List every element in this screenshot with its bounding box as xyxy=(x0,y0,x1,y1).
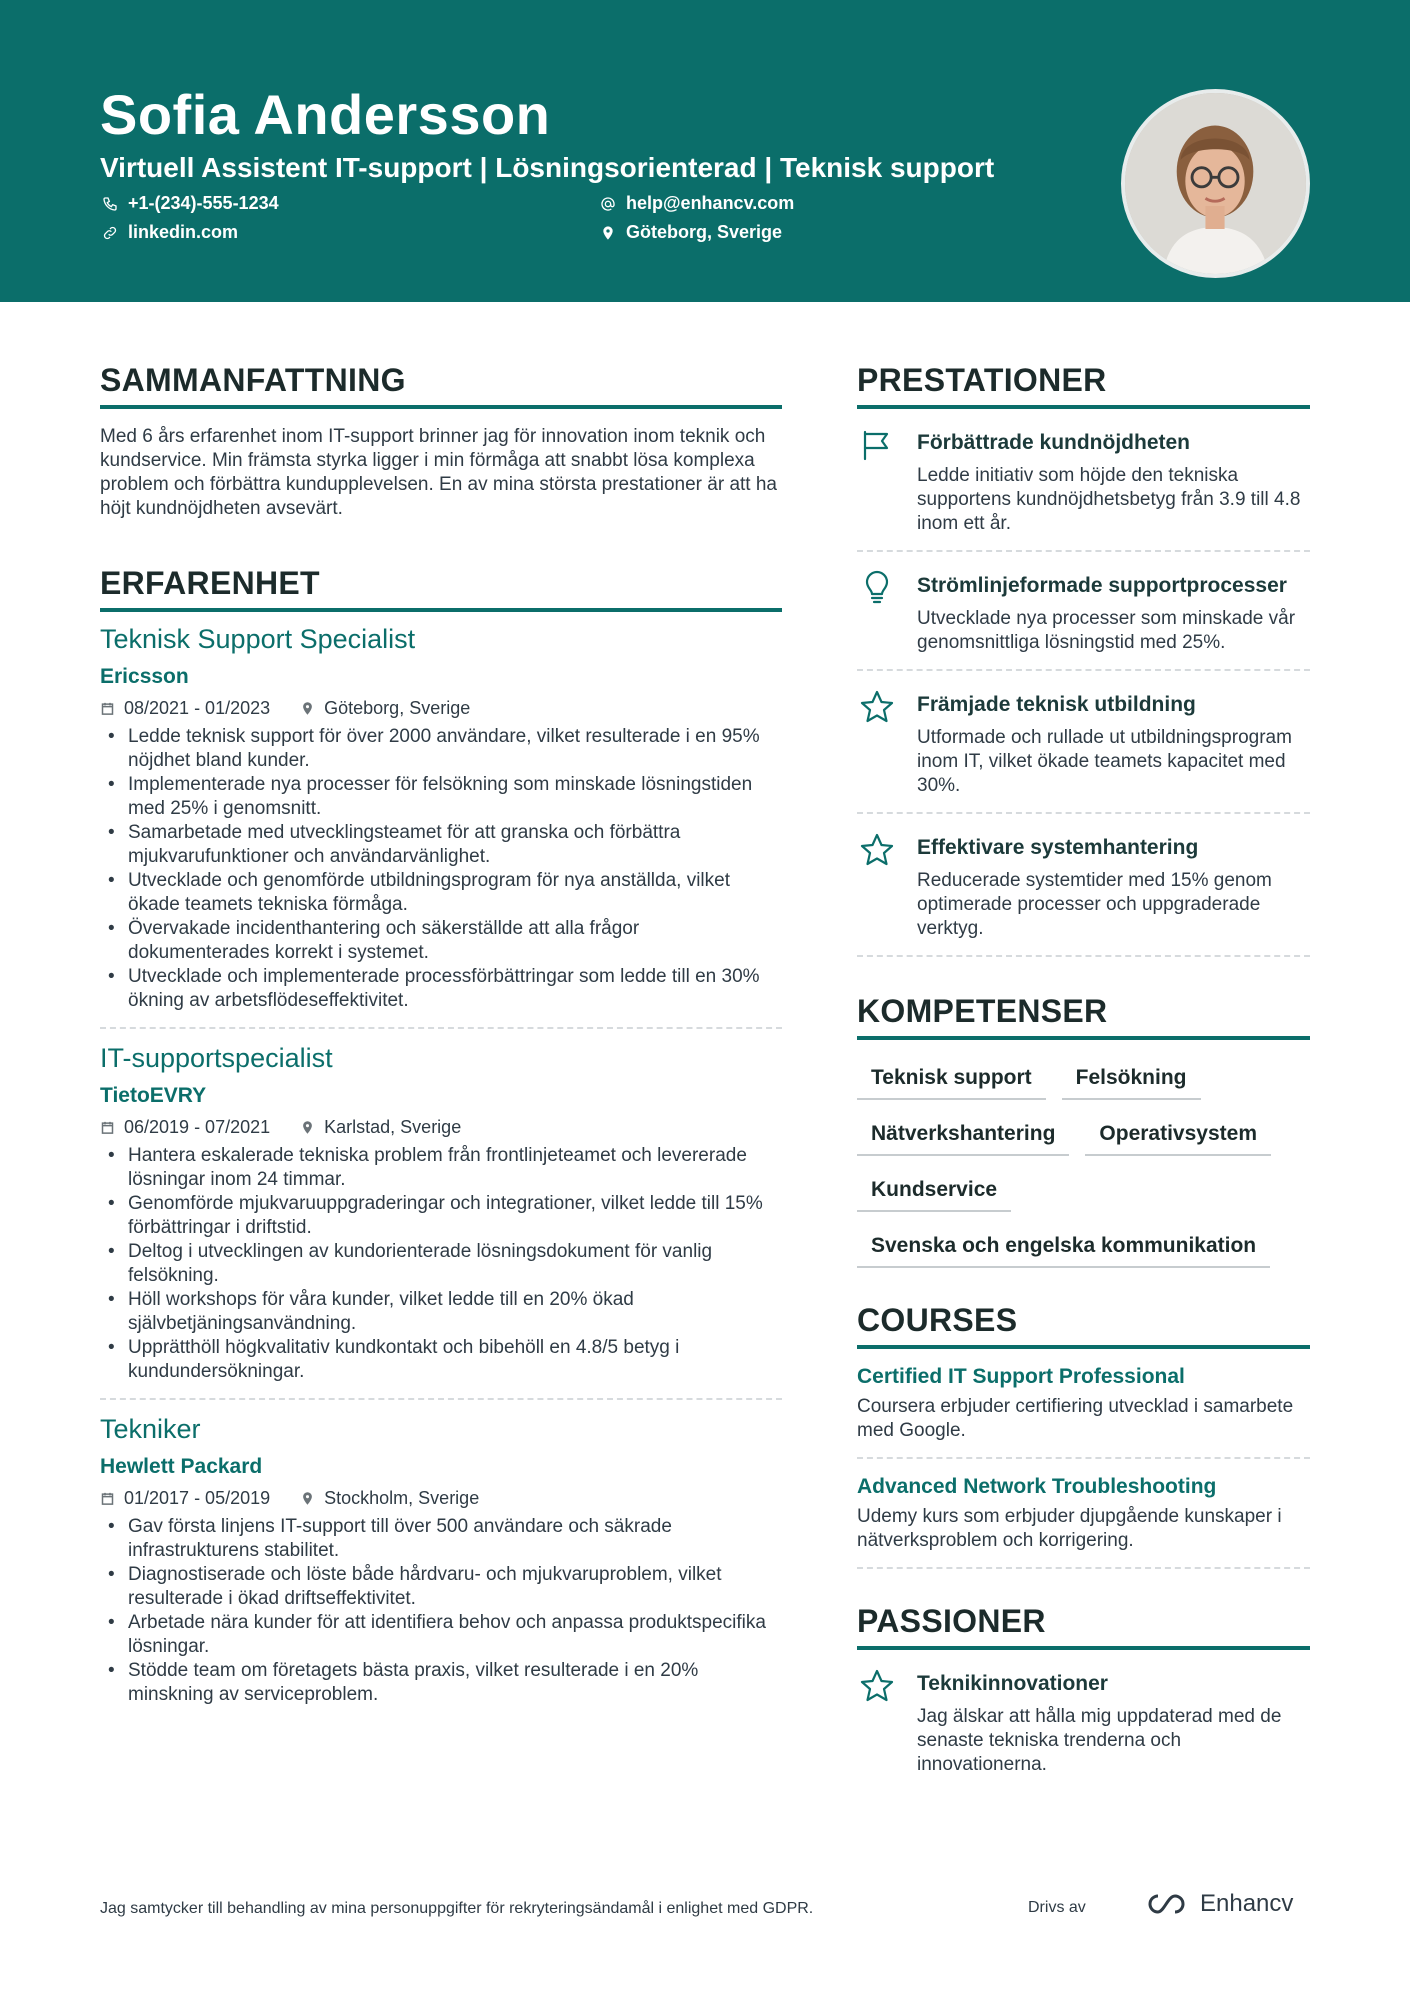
experience-item xyxy=(100,1414,782,1721)
achievement-title: Främjade teknisk utbildning xyxy=(917,693,1196,716)
course-title: Certified IT Support Professional xyxy=(857,1365,1185,1388)
skill-tag: Felsökning xyxy=(1062,1062,1201,1100)
job-bullet: • Gav första linjens IT-support till över 500 användare och säkrade infrastrukturens stabilitet. xyxy=(100,1515,782,1563)
calendar-icon xyxy=(100,1120,115,1135)
job-bullet: • Ledde teknisk support för över 2000 användare, vilket resulterade i en 95% nöjdhet bland kunder. xyxy=(100,725,782,773)
job-bullets xyxy=(100,1515,782,1707)
experience-item xyxy=(100,624,782,1027)
location-pin-icon xyxy=(600,225,616,241)
achievement-title: Strömlinjeformade supportprocesser xyxy=(917,574,1287,597)
skills-heading: KOMPETENSER xyxy=(857,993,1310,1040)
job-location: Göteborg, Sverige xyxy=(324,698,471,718)
skill-tag: Nätverkshantering xyxy=(857,1118,1069,1156)
job-dates: 08/2021 - 01/2023 xyxy=(124,698,271,718)
job-location: Stockholm, Sverige xyxy=(324,1488,480,1508)
skill-tag: Operativsystem xyxy=(1085,1118,1271,1156)
course-item xyxy=(857,1349,1310,1459)
location-pin-icon xyxy=(300,1120,315,1135)
job-location-wrap xyxy=(300,1117,461,1138)
star-icon xyxy=(857,689,897,729)
job-dates: 06/2019 - 07/2021 xyxy=(124,1117,271,1137)
job-meta xyxy=(100,1488,782,1509)
summary-heading: SAMMANFATTNING xyxy=(100,362,782,409)
resume-header xyxy=(0,0,1410,302)
skills-list xyxy=(857,1062,1310,1268)
calendar-icon xyxy=(100,701,115,716)
location-pin-icon xyxy=(300,1491,315,1506)
job-bullet: • Deltog i utvecklingen av kundorienterade lösningsdokument för vanlig felsökning. xyxy=(100,1240,782,1288)
passion-title: Teknikinnovationer xyxy=(917,1672,1108,1695)
phone-contact[interactable] xyxy=(102,193,279,214)
skill-tag: Teknisk support xyxy=(857,1062,1046,1100)
linkedin-text: linkedin.com xyxy=(128,222,239,242)
job-bullets xyxy=(100,725,782,1013)
job-bullets xyxy=(100,1144,782,1384)
flag-icon xyxy=(857,427,897,467)
left-column xyxy=(100,362,782,1721)
passions-heading: PASSIONER xyxy=(857,1603,1310,1650)
passion-desc: Jag älskar att hålla mig uppdaterad med de senaste tekniska trenderna och innovationerna. xyxy=(917,1706,1282,1775)
job-bullet: • Implementerade nya processer för felsökning som minskade lösningstiden med 25% i genomsnitt. xyxy=(100,773,782,821)
location-contact xyxy=(600,222,782,243)
achievement-desc: Ledde initiativ som höjde den tekniska supportens kundnöjdhetsbetyg från 3.9 till 4.8 inom ett år. xyxy=(917,465,1301,534)
gdpr-consent: Jag samtycker till behandling av mina personuppgifter för rekryteringsändamål i enlighet med GDPR. xyxy=(100,1900,814,1917)
achievement-title: Förbättrade kundnöjdheten xyxy=(917,431,1190,454)
job-dates: 01/2017 - 05/2019 xyxy=(124,1488,271,1508)
link-icon xyxy=(102,225,118,241)
course-desc: Coursera erbjuder certifiering utvecklad i samarbete med Google. xyxy=(857,1396,1294,1441)
achievement-item xyxy=(857,671,1310,814)
job-bullet: • Arbetade nära kunder för att identifiera behov och anpassa produktspecifika lösningar. xyxy=(100,1611,782,1659)
job-bullet: • Hantera eskalerade tekniska problem från frontlinjeteamet och levererade lösningar inom 24 timmar. xyxy=(100,1144,782,1192)
achievement-desc: Reducerade systemtider med 15% genom optimerade processer och uppgraderade verktyg. xyxy=(917,870,1272,939)
job-meta xyxy=(100,1117,782,1138)
job-bullet: • Samarbetade med utvecklingsteamet för att granska och förbättra mjukvarufunktioner och användarvänlighet. xyxy=(100,821,782,869)
job-role: Teknisk Support Specialist xyxy=(100,624,416,654)
experience-item xyxy=(100,1043,782,1398)
course-desc: Udemy kurs som erbjuder djupgående kunskaper i nätverksproblem och korrigering. xyxy=(857,1506,1282,1551)
job-company: Ericsson xyxy=(100,665,189,688)
enhancv-logo[interactable] xyxy=(1146,1890,1293,1918)
calendar-icon xyxy=(100,1491,115,1506)
star-icon xyxy=(857,832,897,872)
candidate-headline: Virtuell Assistent IT-support | Lösningsorienterad | Teknisk support xyxy=(100,152,995,183)
brand-name: Enhancv xyxy=(1200,1890,1294,1917)
job-bullet: • Höll workshops för våra kunder, vilket ledde till en 20% ökad självbetjäningsanvändning. xyxy=(100,1288,782,1336)
email-text: help@enhancv.com xyxy=(626,193,795,213)
phone-text: +1-(234)-555-1234 xyxy=(128,193,279,213)
achievement-item xyxy=(857,409,1310,552)
courses-heading: COURSES xyxy=(857,1302,1310,1349)
star-icon xyxy=(857,1668,897,1708)
job-bullet: • Diagnostiserade och löste både hårdvaru- och mjukvaruproblem, vilket resulterade i ökad driftseffektivitet. xyxy=(100,1563,782,1611)
job-bullet: • Övervakade incidenthantering och säkerställde att alla frågor dokumenterades korrekt i systemet. xyxy=(100,917,782,965)
job-location: Karlstad, Sverige xyxy=(324,1117,462,1137)
achievements-heading: PRESTATIONER xyxy=(857,362,1310,409)
job-bullet: • Genomförde mjukvaruuppgraderingar och integrationer, vilket ledde till 15% förbättringar i driftstid. xyxy=(100,1192,782,1240)
experience-heading: ERFARENHET xyxy=(100,565,782,612)
job-company: Hewlett Packard xyxy=(100,1455,263,1478)
job-role: Tekniker xyxy=(100,1414,201,1444)
job-bullet: • Upprätthöll högkvalitativ kundkontakt och bibehöll en 4.8/5 betyg i kundundersökningar. xyxy=(100,1336,782,1384)
achievement-desc: Utvecklade nya processer som minskade vår genomsnittliga lösningstid med 25%. xyxy=(917,608,1296,653)
at-icon xyxy=(600,196,616,212)
location-pin-icon xyxy=(300,701,315,716)
achievement-item xyxy=(857,814,1310,957)
divider xyxy=(100,1398,782,1400)
job-role: IT-supportspecialist xyxy=(100,1043,333,1073)
course-item xyxy=(857,1459,1310,1569)
right-column xyxy=(857,362,1310,1791)
avatar xyxy=(1125,93,1306,274)
achievement-item xyxy=(857,552,1310,671)
infinity-logo-icon xyxy=(1146,1890,1192,1918)
job-bullet: • Utvecklade och implementerade processförbättringar som ledde till en 30% ökning av arbetsflödeseffektivitet. xyxy=(100,965,782,1013)
job-bullet: • Stödde team om företagets bästa praxis, vilket resulterade i en 20% minskning av serviceproblem. xyxy=(100,1659,782,1707)
achievement-desc: Utformade och rullade ut utbildningsprogram inom IT, vilket ökade teamets kapacitet med 30%. xyxy=(917,727,1292,796)
achievement-title: Effektivare systemhantering xyxy=(917,836,1199,859)
phone-icon xyxy=(102,196,118,212)
lightbulb-icon xyxy=(857,570,897,610)
location-text: Göteborg, Sverige xyxy=(626,222,783,242)
job-company: TietoEVRY xyxy=(100,1084,207,1107)
course-title: Advanced Network Troubleshooting xyxy=(857,1475,1217,1498)
email-contact[interactable] xyxy=(600,193,794,214)
candidate-name: Sofia Andersson xyxy=(100,83,551,146)
skill-tag: Kundservice xyxy=(857,1174,1011,1212)
job-location-wrap xyxy=(300,1488,479,1509)
passion-item xyxy=(857,1650,1310,1791)
skill-tag: Svenska och engelska kommunikation xyxy=(857,1230,1270,1268)
divider xyxy=(100,1027,782,1029)
profile-photo xyxy=(1121,89,1310,278)
job-location-wrap xyxy=(300,698,470,719)
job-meta xyxy=(100,698,782,719)
linkedin-contact[interactable] xyxy=(102,222,238,243)
job-bullet: • Utvecklade och genomförde utbildningsprogram för nya anställda, vilket ökade teamets tekniska förmåga. xyxy=(100,869,782,917)
powered-by-label: Drivs av xyxy=(1028,1899,1086,1916)
summary-text: Med 6 års erfarenhet inom IT-support brinner jag för innovation inom teknik och kundservice. Min främsta styrka ligger i min förmåga att snabbt lösa komplexa problem och förbättra kundupplevelsen. En av mina största prestationer är att ha höjt kundnöjdheten avsevärt. xyxy=(100,426,777,519)
